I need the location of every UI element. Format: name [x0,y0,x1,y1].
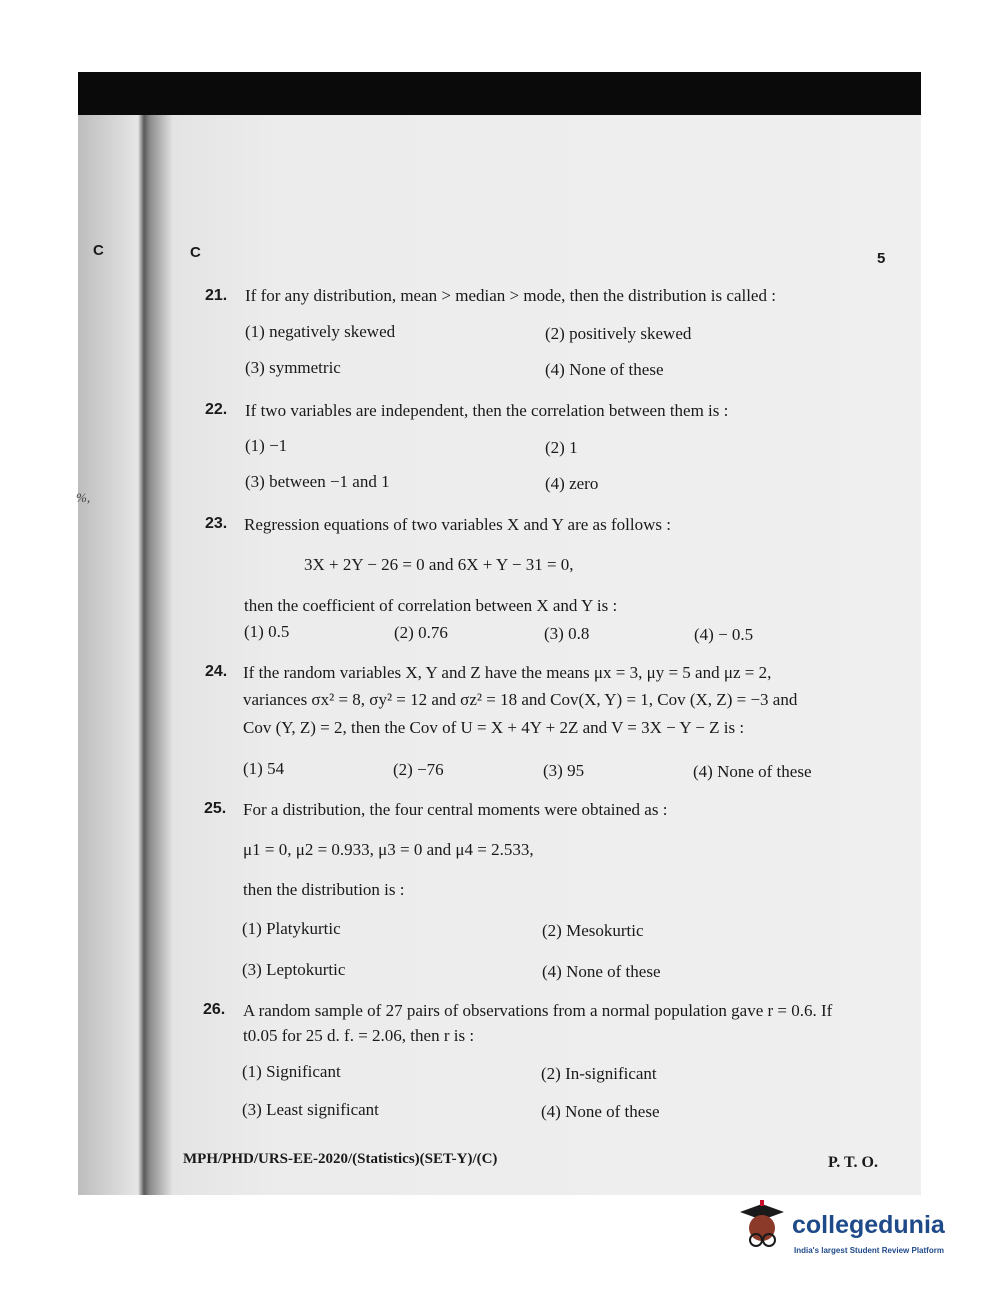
page-turn-note: P. T. O. [828,1154,878,1171]
option: (1) 54 [243,759,285,778]
question-number: 23. [205,515,228,532]
option: (1) −1 [245,436,288,455]
option: (1) negatively skewed [245,322,396,341]
option: (2) In-significant [541,1064,657,1083]
option: (2) positively skewed [545,324,692,343]
page-number: 5 [877,250,886,267]
mascot-icon [736,1198,788,1258]
question-text: Regression equations of two variables X and Y are as follows : [244,515,671,534]
question-text: For a distribution, the four central moments were obtained as : [243,800,668,819]
option: (3) 0.8 [544,624,590,643]
exam-page [78,115,921,1195]
question-number: 25. [204,800,227,817]
option: (1) Significant [242,1062,341,1081]
set-label: C [190,244,201,261]
option: (4) None of these [542,962,661,981]
set-label-outer: C [93,242,104,259]
question-text: If for any distribution, mean > median > mode, then the distribution is called : [245,286,776,305]
option: (4) None of these [545,360,664,379]
option: (4) None of these [693,762,812,781]
regression-equations: 3X + 2Y − 26 = 0 and 6X + Y − 31 = 0, [304,555,574,574]
question-text-continued: then the coefficient of correlation between X and Y is : [244,596,618,615]
question-text-continued: then the distribution is : [243,880,405,899]
question-text: If the random variables X, Y and Z have the means μx = 3, μy = 5 and μz = 2, [243,663,772,682]
paper-code: MPH/PHD/URS-EE-2020/(Statistics)(SET-Y)/(C) [183,1151,498,1167]
option: (1) 0.5 [244,622,290,641]
margin-mark: %, [76,490,91,505]
option: (3) symmetric [245,358,341,377]
question-number: 24. [205,663,228,680]
option: (4) zero [545,474,599,493]
option: (2) 1 [545,438,578,457]
question-number: 22. [205,401,228,418]
question-number: 21. [205,287,228,304]
option: (4) − 0.5 [694,625,754,644]
question-text: If two variables are independent, then the correlation between them is : [245,401,729,420]
option: (3) Leptokurtic [242,960,346,979]
option: (2) 0.76 [394,623,448,642]
brand-tagline: India's largest Student Review Platform [794,1246,944,1255]
option: (4) None of these [541,1102,660,1121]
brand-name: collegedunia [792,1211,945,1239]
question-text-line3: Cov (Y, Z) = 2, then the Cov of U = X + 4Y + 2Z and V = 3X − Y − Z is : [243,718,745,737]
question-number: 26. [203,1001,226,1018]
question-text: A random sample of 27 pairs of observations from a normal population gave r = 0.6. If [243,1001,833,1020]
question-text-line2: t0.05 for 25 d. f. = 2.06, then r is : [243,1026,475,1045]
option: (3) Least significant [242,1100,379,1119]
option: (1) Platykurtic [242,919,341,938]
central-moments: μ1 = 0, μ2 = 0.933, μ3 = 0 and μ4 = 2.533, [243,840,534,859]
option: (3) between −1 and 1 [245,472,390,491]
option: (2) −76 [393,760,444,779]
option: (3) 95 [543,761,585,780]
option: (2) Mesokurtic [542,921,644,940]
scan-top-bar [78,72,921,115]
question-text-line2: variances σx² = 8, σy² = 12 and σz² = 18 and Cov(X, Y) = 1, Cov (X, Z) = −3 and [243,690,798,709]
